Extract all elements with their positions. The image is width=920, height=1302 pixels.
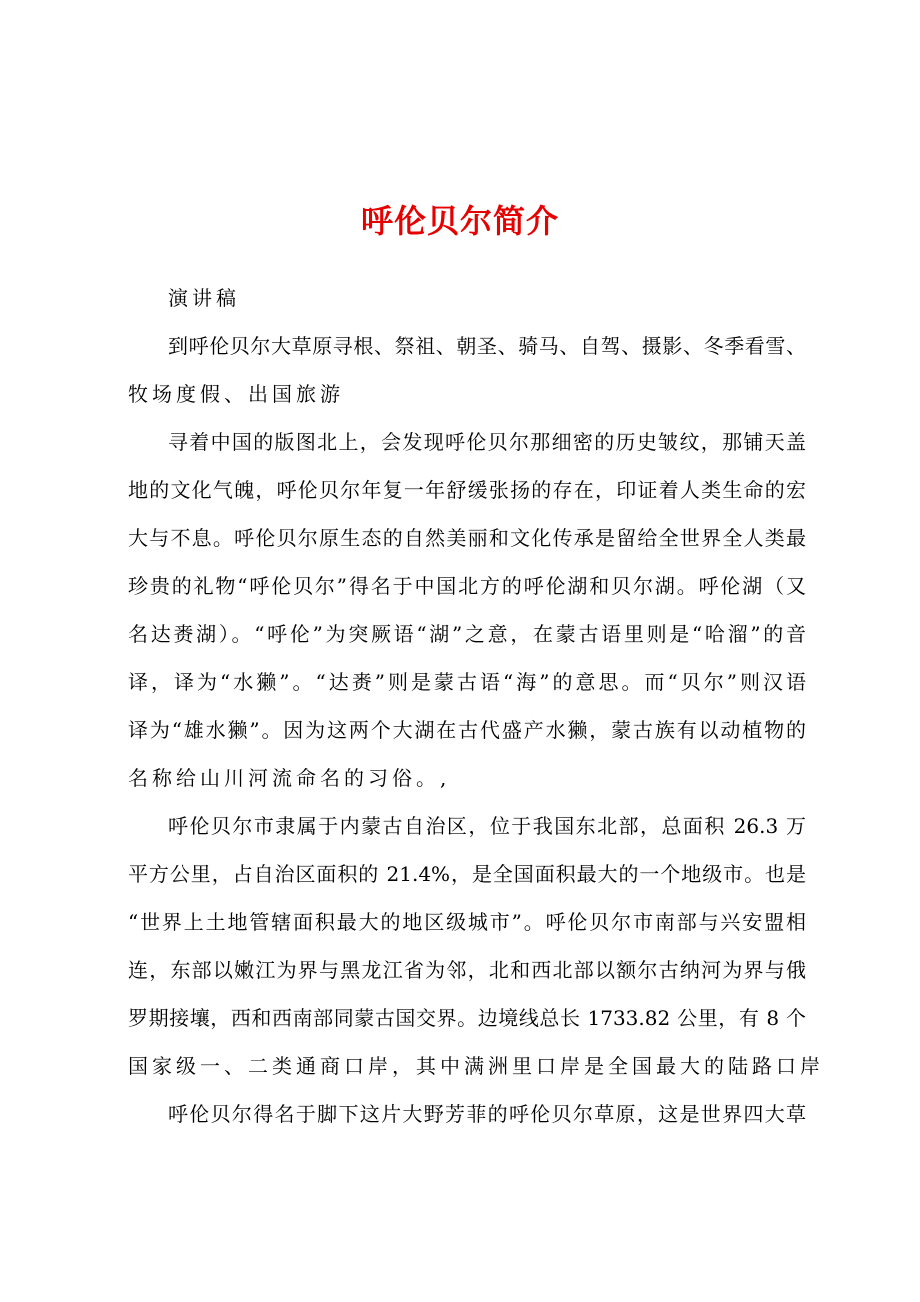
- document-body: [128, 280, 824, 1144]
- text-line: 寻着中国的版图北上，会发现呼伦贝尔那细密的历史皱纹，那铺天盖: [168, 430, 806, 454]
- text-line: 大与不息。呼伦贝尔原生态的自然美丽和文化传承是留给全世界全人类最: [128, 526, 806, 550]
- paragraph: [128, 280, 806, 328]
- paragraph: [128, 808, 824, 1096]
- text-line: 牧场度假、出国旅游: [128, 382, 344, 406]
- paragraph: [128, 1096, 806, 1144]
- text-line: 国家级一、二类通商口岸，其中满洲里口岸是全国最大的陆路口岸: [128, 1054, 824, 1078]
- text-line: 译为“雄水獭”。因为这两个大湖在古代盛产水獭，蒙古族有以动植物的: [128, 718, 806, 742]
- text-line: 珍贵的礼物“呼伦贝尔”得名于中国北方的呼伦湖和贝尔湖。呼伦湖（又: [128, 574, 806, 598]
- text-line: 名达赉湖）。“呼伦”为突厥语“湖”之意，在蒙古语里则是“哈溜”的音: [128, 622, 806, 646]
- text-line: 译，译为“水獭”。“达赉”则是蒙古语“海”的意思。而“贝尔”则汉语: [128, 670, 806, 694]
- text-line: “世界上土地管辖面积最大的地区级城市”。呼伦贝尔市南部与兴安盟相: [128, 910, 806, 934]
- text-line: 地的文化气魄，呼伦贝尔年复一年舒缓张扬的存在，印证着人类生命的宏: [128, 478, 806, 502]
- text-line: 平方公里，占自治区面积的 21.4%，是全国面积最大的一个地级市。也是: [128, 862, 806, 886]
- text-line: 连，东部以嫩江为界与黑龙江省为邻，北和西北部以额尔古纳河为界与俄: [128, 958, 806, 982]
- text-line: 罗期接壤，西和西南部同蒙古国交界。边境线总长 1733.82 公里，有 8 个: [128, 1006, 806, 1030]
- document-title: 呼伦贝尔简介: [360, 202, 559, 240]
- text-line: 呼伦贝尔市隶属于内蒙古自治区，位于我国东北部，总面积 26.3 万: [168, 814, 806, 838]
- text-line: 到呼伦贝尔大草原寻根、祭祖、朝圣、骑马、自驾、摄影、冬季看雪、: [168, 334, 806, 358]
- paragraph: [128, 328, 806, 424]
- text-line: 名称给山川河流命名的习俗。,: [128, 766, 451, 790]
- paragraph: [128, 424, 806, 808]
- text-line: 演讲稿: [168, 286, 240, 310]
- text-line: 呼伦贝尔得名于脚下这片大野芳菲的呼伦贝尔草原，这是世界四大草: [168, 1102, 806, 1126]
